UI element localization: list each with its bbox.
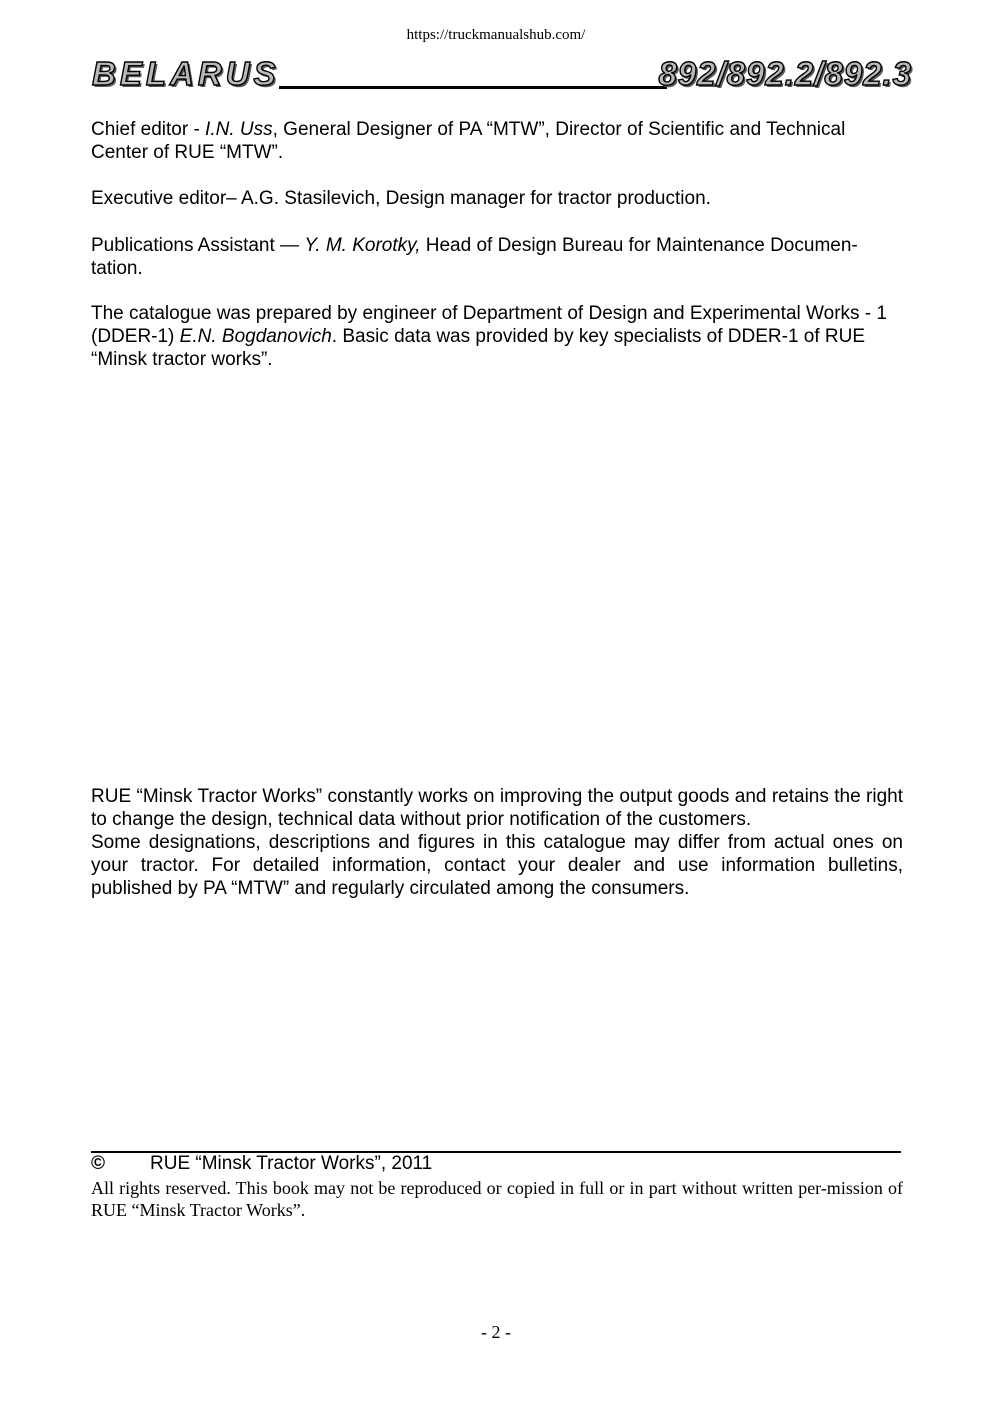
copyright-line: [91, 1152, 432, 1175]
copyright-icon: ©: [91, 1153, 105, 1174]
notice-improvement: RUE “Minsk Tractor Works” constantly works on improving the output goods and retains the right to change the design, technical data without prior notification of the customers.: [91, 786, 903, 830]
brand-logo: BELARUS: [92, 55, 280, 92]
executive-editor-credit: Executive editor– A.G. Stasilevich, Design manager for tractor production.: [91, 188, 711, 209]
copyright-text: RUE “Minsk Tractor Works”, 2011: [150, 1153, 433, 1174]
model-numbers: 892/892.2/892.3: [658, 55, 912, 92]
publications-assistant-credit: Publications Assistant — Y. M. Korotky, Head of Design Bureau for Maintenance Documen-tation.: [91, 235, 858, 279]
preparation-credit: The catalogue was prepared by engineer of Department of Design and Experimental Works - 1 (DDER-1) E.N. Bogdanovich. Basic data was provided by key specialists of DDER-1 of RUE “Minsk tractor works”.: [91, 303, 887, 370]
chief-editor-credit: Chief editor - I.N. Uss, General Designer of PA “MTW”, Director of Scientific and Technical Center of RUE “MTW”.: [91, 119, 846, 163]
notice-differences: Some designations, descriptions and figures in this catalogue may differ from actual ones on your tractor. For detailed information, contact your dealer and use information bulletins, published by PA “MTW” and regularly circulated among the consumers.: [91, 832, 903, 899]
engineer-name: E.N. Bogdanovich: [179, 326, 332, 347]
rights-notice: All rights reserved. This book may not be reproduced or copied in full or in part without written per-mission of RUE “Minsk Tractor Works”.: [91, 1178, 903, 1220]
assistant-name: Y. M. Korotky,: [304, 235, 421, 256]
source-url: https://truckmanualshub.com/: [406, 27, 586, 43]
header-rule: [279, 86, 667, 89]
chief-editor-name: I.N. Uss: [205, 119, 273, 140]
page-number: - 2 -: [481, 1322, 511, 1342]
